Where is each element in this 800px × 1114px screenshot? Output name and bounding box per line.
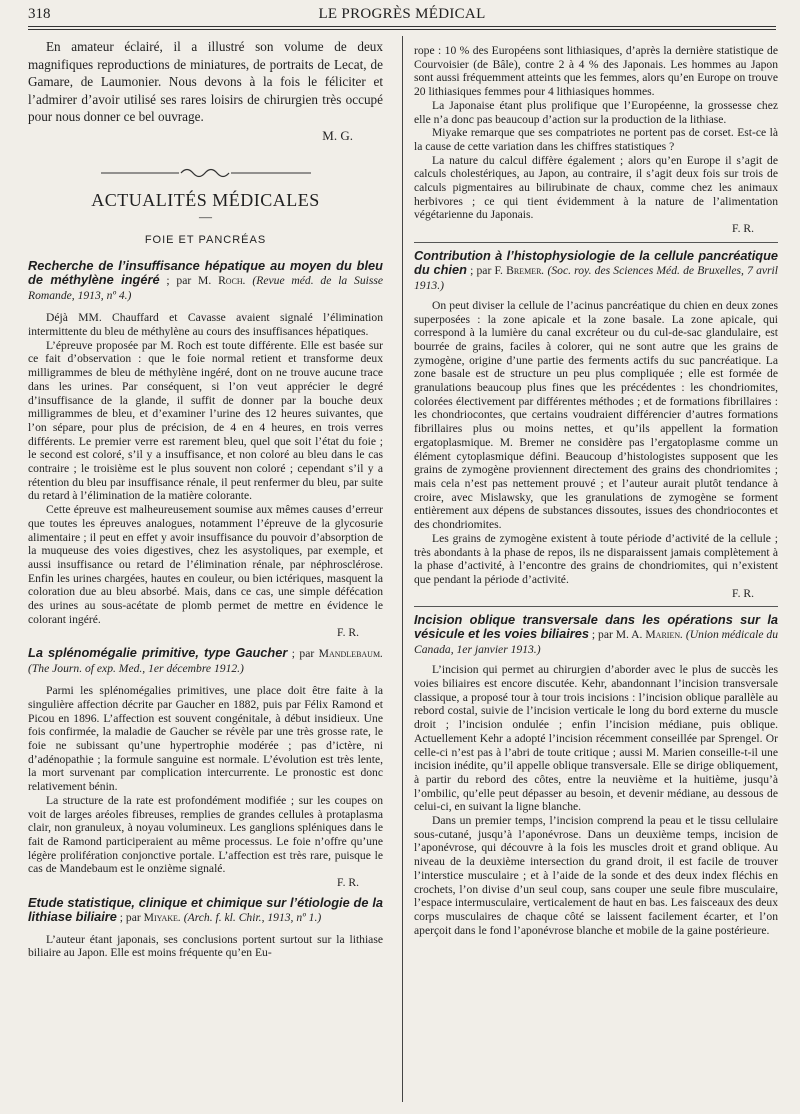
article-source: . (Revue méd. de la Suisse Romande, 1913, nº 4.) bbox=[28, 274, 384, 303]
section-dash: — bbox=[199, 208, 212, 224]
article-author: Bremer bbox=[506, 263, 542, 277]
article-heading bbox=[28, 896, 383, 925]
journal-title: LE PROGRÈS MÉDICAL bbox=[318, 6, 486, 22]
article-paragraph: Miyake remarque que ses compatriotes ne portent pas de corset. Est-ce là la cause de cette variation dans les chiffres statistiques ? bbox=[414, 126, 778, 153]
article-heading bbox=[414, 613, 778, 657]
article-paragraph: L’épreuve proposée par M. Roch est toute différente. Elle est basée sur ce fait d’observation : que le foie normal retient et transforme deux milligrammes de bleu de méthylène ingéré, dont on ne trouve aucune trace dans les urines. Par conséquent, si l’on veut apprécier le degré d’insuffisance de la glande, il suffit de donner par la bouche deux milligrammes de bleu, et d’examiner l’urine des 12 heures suivantes, que l’on sépare, pour plus de précision, de 4 en 4 heures, en trois verres différents. Le premier verre est rarement bleu, quel que soit l’état du foie ; le second est coloré, s’il y a insuffisance, et non coloré au bleu dans le cas contraire ; le troisième est le plus souvent non coloré ; cependant s’il y a rétention du bleu par insuffisance rénale, il peut renfermer du bleu, par suite du retard à l’élimination de la matière colorante. bbox=[28, 338, 383, 503]
article-paragraph: La Japonaise étant plus prolifique que l’Européenne, la grossesse chez elle n’a donc pas beaucoup d’action sur la production de la lithiase. bbox=[414, 98, 778, 126]
flourish-ornament bbox=[101, 166, 311, 180]
article-initials: F. R. bbox=[337, 626, 359, 640]
continued-paragraph: rope : 10 % des Européens sont lithiasiques, d’après la dernière statistique de Courvoisier (de Bâle), contre 2 à 4 % des Japonais. Les hommes au Japon sont aussi fréquemment atteints que les femmes, alors qu’en Europe on trouve 20 lithiasiques femmes pour 4 lithiasiques hommes. bbox=[414, 44, 778, 99]
article-paragraph: Cette épreuve est malheureusement soumise aux mêmes causes d’erreur que toutes les épreuves analogues, notamment l’épreuve de la glycosurie alimentaire ; il peut en effet y avoir insuffisance du pouvoir d’absorption de la muqueuse des voies digestives, chez les asystoliques, par exemple, et aussi insuffisance ou retard de l’élimination rénale, par néphrosclérose. Enfin les urines chargées, hautes en couleur, ou bien ictériques, masquent la coloration due au bleu absorbé. Mais, dans ce cas, une simple défécation des urines au sous-acétate de plomb permet de mettre en évidence le colorant ingéré. bbox=[28, 503, 383, 626]
article-by: ; par M. bbox=[159, 274, 219, 288]
article-paragraph: Les grains de zymogène existent à toute période d’activité de la cellule ; très abondants à la phase de repos, ils ne disparaissent jamais complètement à la phase d’activité, à l’encontre des grains de chondriomites, qui n’existent que pendant la période d’activité. bbox=[414, 531, 778, 586]
article-paragraph: Parmi les splénomégalies primitives, une place doit être faite à la singulière affection décrite par Gaucher en 1882, puis par Félix Ramond et Picou en 1896. L’affection est souvent congénitale, à début insidieux. Une fois confirmée, la maladie de Gaucher se révèle par une très grosse rate, le foie ne subissant qu’une hypertrophie modérée ; pas d’ictère, ni d’adénopathie ; la formule sanguine est normale. L’évolution est très lente, la mort survenant par complication intercurrente. Le pronostic est donc relativement bénin. bbox=[28, 684, 383, 794]
article-author: Miyake bbox=[143, 910, 178, 924]
subsection-title: FOIE ET PANCRÉAS bbox=[144, 233, 267, 246]
article-by: ; par bbox=[116, 910, 144, 924]
article-separator bbox=[414, 242, 778, 243]
page-number: 318 bbox=[28, 6, 51, 22]
left-column bbox=[28, 38, 383, 960]
article-paragraph: Dans un premier temps, l’incision comprend la peau et le tissu cellulaire sous-cutané, jusqu’à l’aponévrose. Dans un deuxième temps, incision de l’aponévrose, qui découvre à la fois les muscles droit et grand oblique. Au niveau de la deuxième intersection du grand droit, il est facile de trouver l’interstice musculaire ; et à l’aide de la sonde et des deux index fléchis en crochets, l’on divise d’un seul coup, sans couper une seule fibre musculaire, l’espace intermusculaire, verticalement de haut en bas. Les faisceaux des deux corps musculaires de chaque côté se laissent facilement écarter, et l’on aperçoit dans le fond l’aponévrose blanche et mobile de la gaine postérieure. bbox=[414, 814, 778, 937]
article-paragraph: L’incision qui permet au chirurgien d’aborder avec le plus de succès les voies biliaires est encore discutée. Kehr, abandonnant l’incision transversale classique, a proposé tour à tour trois incisions : l’incision oblique parallèle au rebord costal, suivie de l’incision verticale le long du bord externe du muscle droit ; l’incision ondulée ; enfin l’incision médiane, puis oblique. Actuellement Kehr a adopté l’incision récemment conseillée par Sprengel. Or celle-ci n’est pas à l’abri de toute critique ; aussi M. Marien conseille-t-il une incision inédite, qu’il appelle oblique transversale. Elle se dirige obliquement, à partir du rebord des côtes, entre la neuvième et la huitième, jusqu’à l’ombilic, qu’elle peut dépasser au besoin, et devenir médiane, au dessous de celui-ci, en suivant la ligne blanche. bbox=[414, 663, 778, 814]
article-heading bbox=[414, 249, 778, 293]
article-title: La splénomégalie primitive, type Gaucher bbox=[28, 645, 288, 661]
article-title: Etude statistique, clinique et chimique sur l’étiologie de la lithiase biliaire bbox=[28, 894, 383, 924]
article-author: Roch bbox=[218, 274, 243, 288]
article-heading bbox=[28, 259, 383, 303]
section-title: ACTUALITÉS MÉDICALES bbox=[91, 190, 320, 211]
intro-signature: M. G. bbox=[322, 127, 353, 143]
article-paragraph: La structure de la rate est profondément modifiée ; sur les coupes on voit de larges aréoles fibreuses, remplies de grandes cellules à protaplasma clair, non granuleux, à noyau volumineux. Les ganglions spléniques dans le fait de Ramond participeraient au même processus. Le foie n’offre qu’une légère prolifération conjonctive portale. L’affection est très rare, puisque le cas de Mandebaum est le onzième signalé. bbox=[28, 793, 383, 876]
article-paragraph: L’auteur étant japonais, ses conclusions portent surtout sur la lithiase biliaire au Japon. Elle est moins fréquente qu’en Eu- bbox=[28, 932, 383, 960]
article-by: ; par F. bbox=[466, 263, 507, 277]
right-column bbox=[414, 44, 778, 937]
article-by: ; par M. A. bbox=[589, 628, 646, 642]
article-heading bbox=[28, 646, 383, 676]
header-rule bbox=[28, 26, 776, 27]
column-divider bbox=[402, 36, 403, 1102]
article-initials: F. R. bbox=[337, 876, 359, 890]
article-title: Incision oblique transversale dans les opérations sur la vésicule et les voies biliaires bbox=[414, 612, 778, 642]
article-source: . (Union médicale du Canada, 1er janvier 1913.) bbox=[414, 628, 779, 657]
article-author: Marien bbox=[645, 628, 681, 642]
article-title: Recherche de l’insuffisance hépatique au moyen du bleu de méthylène ingéré bbox=[28, 258, 383, 288]
article-initials: F. R. bbox=[732, 222, 754, 236]
article-source: . (Soc. roy. des Sciences Méd. de Bruxelles, 7 avril 1913.) bbox=[414, 263, 778, 292]
article-title: Contribution à l’histophysiologie de la cellule pancréatique du chien bbox=[414, 247, 778, 277]
intro-paragraph: En amateur éclairé, il a illustré son volume de deux magnifiques reproductions de miniatures, de portraits de Lecat, de Gamare, de Laumonier. Nous devons à la fois le féliciter et l’admirer d’avoir utilisé ses rares loisirs de chirurgien très occupé pour nous donner ce bel ouvrage. bbox=[28, 39, 383, 124]
article-author: Mandlebaum bbox=[318, 647, 381, 661]
ornament-divider bbox=[28, 166, 383, 180]
page-header bbox=[28, 4, 776, 26]
article-source: . (Arch. f. kl. Chir., 1913, nº 1.) bbox=[177, 910, 322, 924]
article-paragraph: Déjà MM. Chauffard et Cavasse avaient signalé l’élimination intermittente du bleu de méthylène au cours des insuffisances hépatiques. bbox=[28, 311, 383, 339]
article-initials: F. R. bbox=[732, 586, 754, 600]
article-by: ; par bbox=[287, 647, 319, 661]
article-separator bbox=[414, 606, 778, 607]
article-paragraph: On peut diviser la cellule de l’acinus pancréatique du chien en deux zones superposées : la zone apicale et la zone basale. La zone apicale, qui correspond à la lumière du canal excréteur ou du cul-de-sac glandulaire, est bourrée de grains, faciles à colorer, qui ne sont autre que les grains de zymogène, origine d’une partie des ferments actifs du suc pancréatique. La zone basale est de structure un peu plus compliquée ; elle est formée de granulations beaucoup plus fines que les précédentes : les chondriomites, colorées électivement par différentes méthodes ; et de formations fibrillaires : les chondriocontes, que certains voudraient différencier d’autres formations fibrillaires plus ou moins nettes, et qu’ils appellent la formation ergatoplasmique. M. Bremer ne considère pas l’ergatoplasme comme un élément cytoplasmique défini. Beaucoup d’histologistes supposent que les grains de zymogène proviennent directement des grains des chondriomites ; mais cela n’est pas nettement prouvé ; et l’auteur aurait plutôt tendance à croire, avec Mislawsky, que les granulations de zymogène se forment entièrement aux dépens de substances dissoutes, issues des chondriocontes et des chondriomites. bbox=[414, 298, 778, 532]
article-paragraph: La nature du calcul diffère également ; alors qu’en Europe il s’agit de calculs cholestériques, au Japon, au contraire, il s’agit deux fois sur trois de calculs pigmentaires au bilirubinate de chaux, comme chez les animaux herbivores ; ce qui tient évidemment à la nature de l’alimentation végétarienne du Japonais. bbox=[414, 153, 778, 222]
article-source: . (The Journ. of exp. Med., 1er décembre 1912.) bbox=[28, 647, 383, 676]
header-rule-double bbox=[28, 29, 776, 30]
